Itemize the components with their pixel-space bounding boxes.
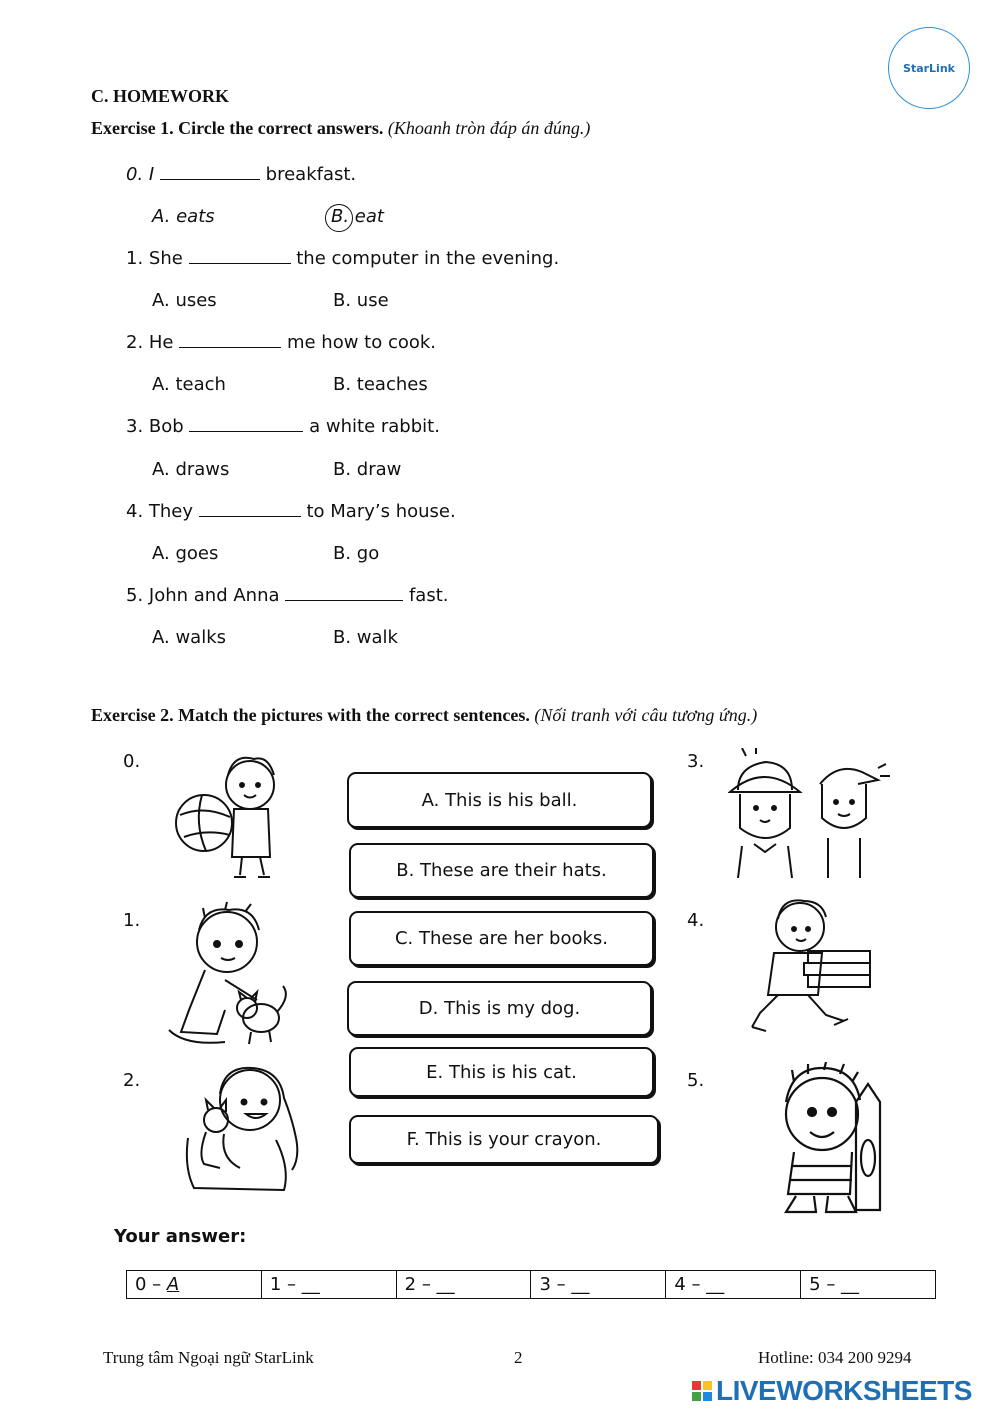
answer-table	[126, 1270, 936, 1299]
footer-left: Trung tâm Ngoại ngữ StarLink	[103, 1348, 314, 1367]
option-3b[interactable]: B. draw	[333, 459, 402, 480]
option-4b[interactable]: B. go	[333, 543, 380, 564]
option-5a[interactable]: A. walks	[152, 627, 226, 648]
kids-with-hats-picture	[728, 748, 893, 883]
boy-with-cat-picture	[165, 900, 300, 1050]
question-1: 1. She the computer in the evening.	[126, 248, 560, 269]
option-0b[interactable]: B. eat	[331, 206, 384, 227]
picture-number-2: 2.	[123, 1070, 141, 1091]
picture-number-4: 4.	[687, 910, 705, 931]
answer-cell-3[interactable]: 3 – __	[531, 1271, 666, 1299]
picture-number-5: 5.	[687, 1070, 705, 1091]
footer-hotline: Hotline: 034 200 9294	[758, 1348, 912, 1367]
liveworksheets-icon	[692, 1381, 712, 1401]
question-0: 0. I breakfast.	[126, 164, 357, 185]
sentence-a[interactable]: A. This is his ball.	[347, 772, 652, 828]
picture-number-0: 0.	[123, 751, 141, 772]
exercise2-title: Exercise 2. Match the pictures with the correct sentences. (Nối tranh với câu tương ứng.)	[91, 705, 758, 725]
question-3: 3. Bob a white rabbit.	[126, 416, 440, 437]
question-5: 5. John and Anna fast.	[126, 585, 449, 606]
section-title: C. HOMEWORK	[91, 86, 229, 106]
answer-cell-1[interactable]: 1 – __	[261, 1271, 396, 1299]
question-2: 2. He me how to cook.	[126, 332, 437, 353]
logo-text: StarLink	[903, 61, 955, 75]
option-1b[interactable]: B. use	[333, 290, 389, 311]
exercise1-title: Exercise 1. Circle the correct answers. (Khoanh tròn đáp án đúng.)	[91, 118, 591, 138]
boy-carrying-books-picture	[748, 895, 878, 1040]
option-2a[interactable]: A. teach	[152, 374, 226, 395]
page-number: 2	[514, 1348, 523, 1367]
boy-with-ball-picture	[172, 745, 292, 885]
answer-cell-2[interactable]: 2 – __	[396, 1271, 531, 1299]
girl-with-kitten-picture	[180, 1058, 310, 1203]
option-0a[interactable]: A. eats	[152, 206, 215, 227]
boy-with-crayon-picture	[772, 1062, 892, 1222]
picture-number-1: 1.	[123, 910, 141, 931]
sentence-d[interactable]: D. This is my dog.	[347, 981, 652, 1036]
your-answer-label: Your answer:	[114, 1226, 247, 1247]
liveworksheets-brand	[692, 1375, 972, 1407]
option-3a[interactable]: A. draws	[152, 459, 230, 480]
liveworksheets-text: LIVEWORKSHEETS	[716, 1375, 972, 1406]
sentence-b[interactable]: B. These are their hats.	[349, 843, 654, 898]
answer-cell-0[interactable]: 0 – A	[127, 1271, 262, 1299]
option-2b[interactable]: B. teaches	[333, 374, 428, 395]
sentence-e[interactable]: E. This is his cat.	[349, 1047, 654, 1097]
option-5b[interactable]: B. walk	[333, 627, 398, 648]
sentence-f[interactable]: F. This is your crayon.	[349, 1115, 659, 1164]
answer-cell-4[interactable]: 4 – __	[666, 1271, 801, 1299]
sentence-c[interactable]: C. These are her books.	[349, 911, 654, 966]
question-4: 4. They to Mary’s house.	[126, 501, 456, 522]
starlink-logo	[888, 27, 970, 109]
option-1a[interactable]: A. uses	[152, 290, 217, 311]
option-4a[interactable]: A. goes	[152, 543, 219, 564]
answer-cell-5[interactable]: 5 – __	[801, 1271, 936, 1299]
picture-number-3: 3.	[687, 751, 705, 772]
